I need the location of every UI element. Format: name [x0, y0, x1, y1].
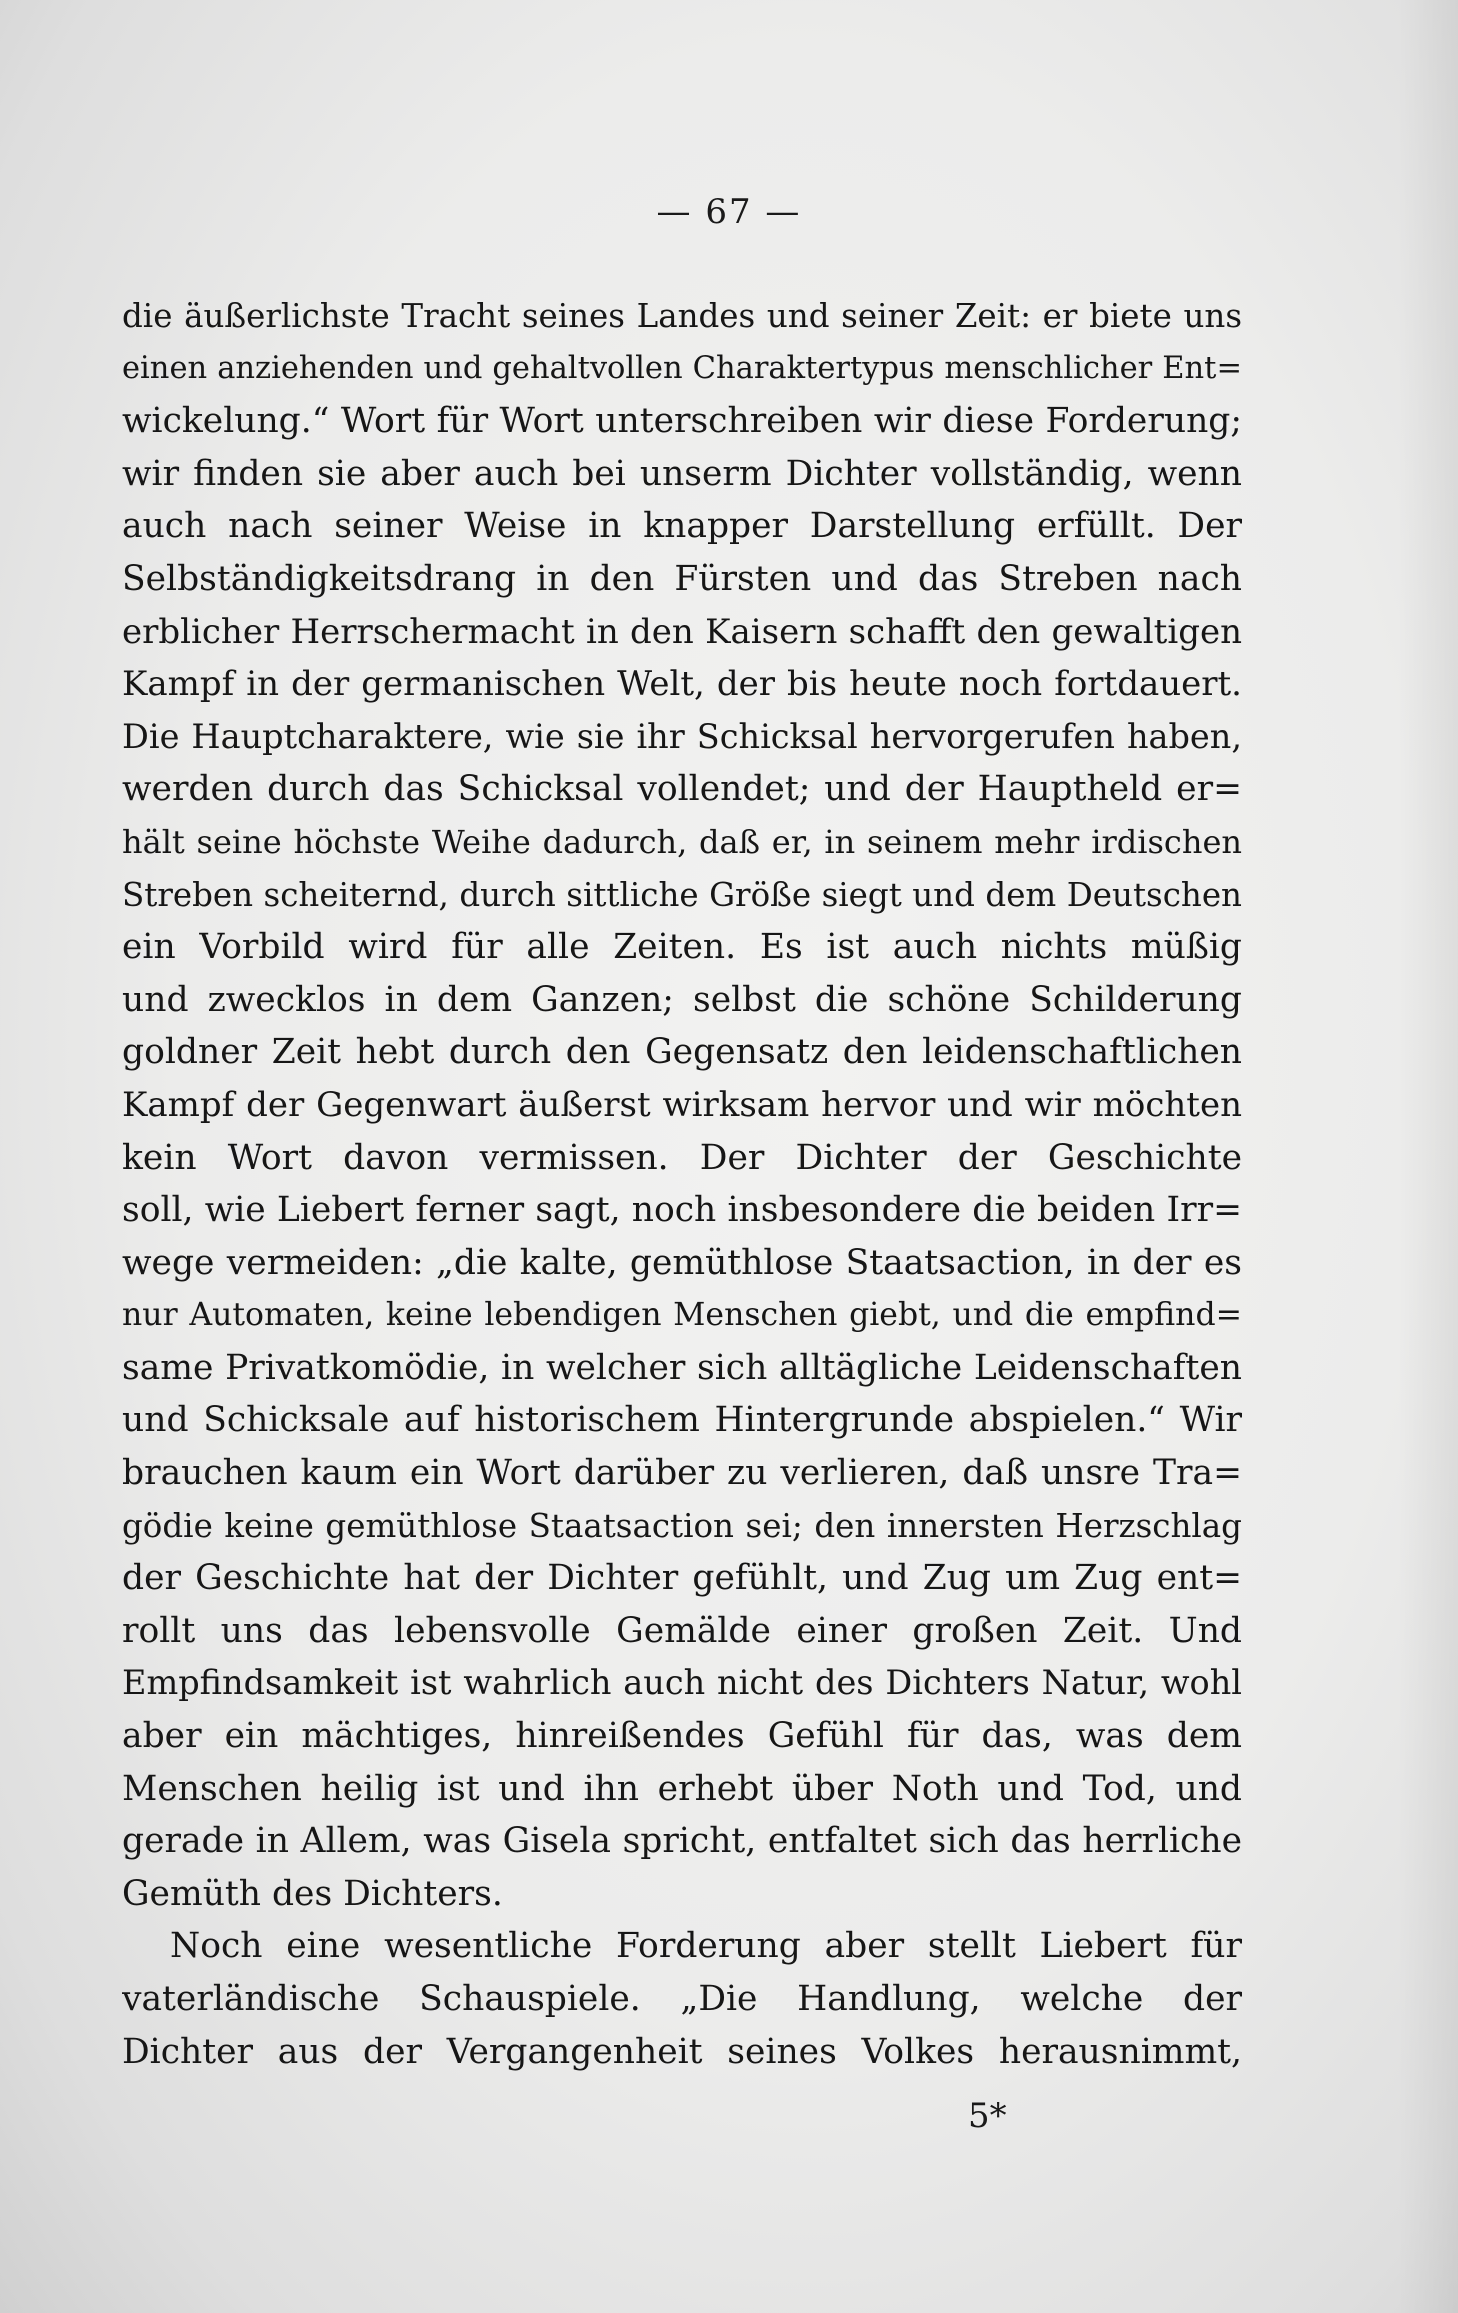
- page-number-header: — 67 —: [656, 192, 802, 232]
- text-line: Die Hauptcharaktere, wie sie ihr Schicksal hervorgerufen haben,: [122, 716, 1242, 756]
- text-line: werden durch das Schicksal vollendet; und der Hauptheld er=: [122, 769, 1242, 810]
- text-line: einen anziehenden und gehaltvollen Charaktertypus menschlicher Ent=: [122, 350, 1242, 386]
- signature-mark: 5*: [968, 2096, 1007, 2136]
- text-line: same Privatkomödie, in welcher sich alltägliche Leidenschaften: [122, 1347, 1242, 1388]
- text-line: Noch eine wesentliche Forderung aber stellt Liebert für: [170, 1926, 1242, 1967]
- text-line: Dichter aus der Vergangenheit seines Volkes herausnimmt,: [122, 2031, 1242, 2072]
- text-line: soll, wie Liebert ferner sagt, noch insbesondere die beiden Irr=: [122, 1190, 1242, 1231]
- text-line: Kampf der Gegenwart äußerst wirksam hervor und wir möchten: [122, 1084, 1242, 1125]
- text-line: gödie keine gemüthlose Staatsaction sei; den innersten Herzschlag: [122, 1506, 1242, 1545]
- text-line: wir finden sie aber auch bei unserm Dichter vollständig, wenn: [122, 453, 1242, 494]
- text-line: und Schicksale auf historischem Hintergrunde abspielen.“ Wir: [122, 1400, 1242, 1441]
- text-line: Streben scheiternd, durch sittliche Größe siegt und dem Deutschen: [122, 875, 1242, 914]
- text-line: erblicher Herrschermacht in den Kaisern schafft den gewaltigen: [122, 611, 1242, 652]
- text-line: Gemüth des Dichters.: [122, 1873, 503, 1914]
- text-line: brauchen kaum ein Wort darüber zu verlieren, daß unsre Tra=: [122, 1453, 1242, 1494]
- text-line: die äußerlichste Tracht seines Landes und seiner Zeit: er biete uns: [122, 297, 1242, 335]
- text-line: gerade in Allem, was Gisela spricht, entfaltet sich das herrliche: [122, 1821, 1242, 1862]
- text-line: und zwecklos in dem Ganzen; selbst die schöne Schilderung: [122, 979, 1242, 1020]
- page-edge-shadow: [1398, 0, 1458, 2313]
- text-line: nur Automaten, keine lebendigen Menschen giebt, und die empfind=: [122, 1297, 1242, 1334]
- text-line: der Geschichte hat der Dichter gefühlt, und Zug um Zug ent=: [122, 1558, 1242, 1599]
- text-line: Kampf in der germanischen Welt, der bis heute noch fortdauert.: [122, 664, 1242, 705]
- text-line: Menschen heilig ist und ihn erhebt über Noth und Tod, und: [122, 1768, 1242, 1809]
- text-line: Selbständigkeitsdrang in den Fürsten und das Streben nach: [122, 558, 1242, 599]
- text-line: Empfindsamkeit ist wahrlich auch nicht des Dichters Natur, wohl: [122, 1663, 1242, 1703]
- text-line: hält seine höchste Weihe dadurch, daß er, in seinem mehr irdischen: [122, 822, 1242, 861]
- text-line: aber ein mächtiges, hinreißendes Gefühl für das, was dem: [122, 1716, 1242, 1757]
- text-line: kein Wort davon vermissen. Der Dichter der Geschichte: [122, 1137, 1242, 1178]
- text-line: auch nach seiner Weise in knapper Darstellung erfüllt. Der: [122, 506, 1242, 547]
- text-line: ein Vorbild wird für alle Zeiten. Es ist auch nichts müßig: [122, 927, 1242, 968]
- text-line: vaterländische Schauspiele. „Die Handlung, welche der: [122, 1979, 1242, 2019]
- text-line: wege vermeiden: „die kalte, gemüthlose Staatsaction, in der es: [122, 1242, 1242, 1283]
- text-line: rollt uns das lebensvolle Gemälde einer großen Zeit. Und: [122, 1610, 1242, 1651]
- text-line: wickelung.“ Wort für Wort unterschreiben wir diese Forderung;: [122, 401, 1242, 442]
- body-text: [122, 290, 1242, 2078]
- text-line: goldner Zeit hebt durch den Gegensatz den leidenschaftlichen: [122, 1032, 1242, 1073]
